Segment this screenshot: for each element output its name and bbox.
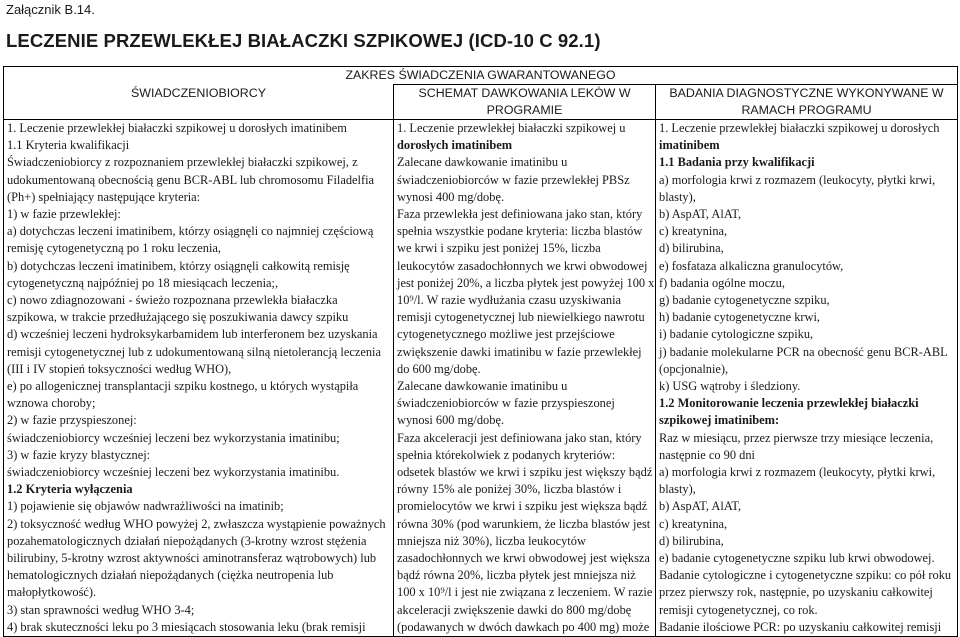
col3-text-line: f) badania ogólne moczu,	[659, 275, 785, 290]
col3-text-line: Badanie ilościowe PCR: po uzyskaniu całkowitej remisji	[659, 619, 942, 634]
col3-text-line: c) kreatynina,	[659, 516, 728, 531]
col2-text-line: 10⁹/l. W razie wydłużania czasu uzyskiwania	[397, 293, 622, 308]
col2-text-line: 100 x 10⁹/l i jest nie związana z leczeniem. W razie	[397, 585, 653, 600]
col3-text-line: e) badanie cytogenetyczne szpiku lub krwi obwodowej.	[659, 551, 935, 566]
col2-text-line: zasadochłonnych we krwi obwodowej jest większa	[397, 551, 650, 566]
col3-header-line2: RAMACH PROGRAMU	[741, 103, 872, 117]
table-top-header-row	[4, 67, 958, 85]
col2-text-line: remisji cytogenetycznej lub niewielkiego nawrotu	[397, 310, 645, 325]
col1-text-line: udokumentowaną obecnością genu BCR-ABL lub chromosomu Filadelfia	[7, 172, 375, 187]
col3-text-line: i) badanie cytologiczne szpiku,	[659, 327, 814, 342]
col2-text-line: równy 15% ale poniżej 30%, liczba blastów i	[397, 482, 622, 497]
col3-text-line: d) bilirubina,	[659, 241, 724, 256]
col1-text-line: 2) w fazie przyspieszonej:	[7, 413, 137, 428]
col3-text-line: h) badanie cytogenetyczne krwi,	[659, 310, 821, 325]
col2-text-line: leukocytów zasadochłonnych we krwi obwodowej	[397, 258, 648, 273]
dosage-schema-cell	[394, 120, 656, 637]
diagnostics-cell	[656, 120, 958, 637]
col1-text-line: (Ph+) spełniający następujące kryteria:	[7, 189, 201, 204]
col2-text-line: bądź równa 20%, liczba płytek jest mniejsza niż	[397, 568, 636, 583]
col3-text-line: remisji cytogenetycznej, co rok.	[659, 602, 818, 617]
col3-text-line: e) fosfataza alkaliczna granulocytów,	[659, 258, 844, 273]
col2-text-line: cytogenetycznego możliwe jest przejściowe	[397, 327, 615, 342]
col1-text-line: 3) w fazie kryzy blastycznej:	[7, 447, 151, 462]
table-column-header-row	[4, 85, 958, 120]
col3-text-line: d) bilirubina,	[659, 533, 724, 548]
col3-text-line: a) morfologia krwi z rozmazem (leukocyty, płytki krwi,	[659, 172, 936, 187]
col2-text-line: Zalecane dawkowanie imatinibu u	[397, 379, 568, 394]
col1-text-line: małopłytkowość).	[7, 585, 97, 600]
top-header-cell	[4, 67, 958, 85]
col2-header-cell	[394, 85, 656, 120]
col3-text-line: k) USG wątroby i śledziony.	[659, 379, 801, 394]
col2-text-line: Faza przewlekła jest definiowana jako stan, który	[397, 207, 643, 222]
col2-text-line: promielocytów we krwi i szpiku jest większa bądź	[397, 499, 648, 514]
beneficiaries-cell	[4, 120, 394, 637]
col1-text-line: c) nowo zdiagnozowani - świeżo rozpoznana przewlekła białaczka	[7, 293, 338, 308]
col1-header: ŚWIADCZENIOBIORCY	[131, 85, 266, 100]
col1-text-line: cytogenetyczną najpóźniej po 18 miesiącach leczenia;,	[7, 275, 279, 290]
col1-text-line: remisję cytogenetyczną po 1 roku leczenia,	[7, 241, 221, 256]
col1-text-line: e) po allogenicznej transplantacji szpiku kostnego, u których wystąpiła	[7, 379, 359, 394]
col2-text-line: jest poniżej 20%, a liczba płytek jest powyżej 100 x	[397, 275, 655, 290]
col1-text-line: świadczeniobiorcy wcześniej leczeni bez wykorzystania imatinibu.	[7, 465, 340, 480]
col1-text-line: 1.1 Kryteria kwalifikacji	[7, 138, 130, 153]
col3-text-line: blasty),	[659, 189, 696, 204]
col1-text-line: pozahematologicznych działań niepożądanych (3-krotny wzrost stężenia	[7, 533, 367, 548]
col3-text-line: 1.1 Badania przy kwalifikacji	[659, 155, 815, 170]
col2-text-line: Zalecane dawkowanie imatinibu u	[397, 155, 568, 170]
col2-text-line: do 600 mg/dobę.	[397, 361, 481, 376]
col3-text-line: Badanie cytologiczne i cytogenetyczne szpiku: co pół roku	[659, 568, 952, 583]
col3-text-line: g) badanie cytogenetyczne szpiku,	[659, 293, 830, 308]
col1-text-line: 1. Leczenie przewlekłej białaczki szpikowej u dorosłych imatinibem	[7, 121, 347, 135]
col3-text-line: szpikowej imatinibem:	[659, 413, 780, 428]
col1-text-line: bilirubiny, 5-krotny wzrost aktywności aminotransferaz wątrobowych) lub	[7, 551, 377, 566]
col1-text-line: 1.2 Kryteria wyłączenia	[7, 482, 133, 497]
col3-text-line: b) AspAT, AlAT,	[659, 207, 742, 222]
col3-text-line: j) badanie molekularne PCR na obecność genu BCR-ABL	[659, 344, 948, 359]
col2-text-line: dorosłych imatinibem	[397, 138, 513, 153]
col1-text-line: 2) toksyczność według WHO powyżej 2, zwłaszcza wystąpienie poważnych	[7, 516, 386, 531]
col1-text-line: wznowa choroby;	[7, 396, 96, 411]
col1-text-line: Świadczeniobiorcy z rozpoznaniem przewlekłej białaczki szpikowej, z	[7, 155, 358, 170]
col1-text-line: 1) pojawienie się objawów nadwrażliwości na imatinib;	[7, 499, 284, 514]
col1-text-line: remisji cytogenetycznej lub z udokumentowaną silną nietolerancją leczenia	[7, 344, 381, 359]
col2-text-line: świadczeniobiorców w fazie przewlekłej PBSz	[397, 172, 630, 187]
col2-text-line: we krwi i szpiku jest poniżej 15%, liczba	[397, 241, 601, 256]
col1-text-line: d) wcześniej leczeni hydroksykarbamidem lub interferonem bez uzyskania	[7, 327, 378, 342]
col3-text-line: c) kreatynina,	[659, 224, 728, 239]
col1-text-line: 1) w fazie przewlekłej:	[7, 207, 121, 222]
col1-header-cell	[4, 85, 394, 120]
col2-text-line: równa 30% (pod warunkiem, że liczba blastów jest	[397, 516, 651, 531]
col2-text-line: 1. Leczenie przewlekłej białaczki szpikowej u	[397, 121, 626, 135]
col1-text-line: 4) brak skuteczności leku po 3 miesiącach stosowania leku (brak remisji	[7, 619, 366, 634]
col3-text-line: b) AspAT, AlAT,	[659, 499, 742, 514]
col3-text-line: (opcjonalnie),	[659, 361, 729, 376]
col3-text-line: blasty),	[659, 482, 696, 497]
col2-text-line: odsetek blastów we krwi i szpiku jest większy bądź	[397, 465, 653, 480]
document-title: LECZENIE PRZEWLEKŁEJ BIAŁACZKI SZPIKOWEJ (ICD-10 C 92.1)	[6, 30, 601, 51]
top-header-label: ZAKRES ŚWIADCZENIA GWARANTOWANEGO	[345, 68, 616, 82]
col3-text-line: 1.2 Monitorowanie leczenia przewlekłej białaczki	[659, 396, 919, 411]
col3-text-line: przez pierwszy rok, następnie, po uzyskaniu całkowitej	[659, 585, 933, 600]
col1-text-line: szpikowa, w trakcie przedłużającego się poszukiwania dawcy szpiku	[7, 310, 349, 325]
col1-text-line: b) dotychczas leczeni imatinibem, którzy osiągnęli całkowitą remisję	[7, 258, 350, 273]
col3-header-line1: BADANIA DIAGNOSTYCZNE WYKONYWANE W	[669, 86, 944, 100]
col3-header-cell	[656, 85, 958, 120]
col1-text-line: a) dotychczas leczeni imatinibem, którzy osiągnęli co najmniej częściową	[7, 224, 374, 239]
col2-header-line1: SCHEMAT DAWKOWANIA LEKÓW W	[418, 86, 631, 100]
col3-text-line: imatinibem	[659, 138, 720, 153]
col2-text-line: Faza akceleracji jest definiowana jako stan, który	[397, 430, 642, 445]
col2-text-line: spełnia wszystkie podane kryteria: liczba blastów	[397, 224, 643, 239]
col1-text-line: hematologicznych działań niepożądanych (ciężka neutropenia lub	[7, 568, 334, 583]
col3-text-line: a) morfologia krwi z rozmazem (leukocyty, płytki krwi,	[659, 465, 936, 480]
col2-text-line: spełnia którekolwiek z podanych kryteriów:	[397, 447, 616, 462]
col2-text-line: zwiększenie dawki imatinibu w fazie przewlekłej	[397, 344, 642, 359]
col1-text-line: świadczeniobiorcy wcześniej leczeni bez wykorzystania imatinibu;	[7, 430, 340, 445]
program-table	[3, 66, 958, 637]
col3-text-line: 1. Leczenie przewlekłej białaczki szpikowej u dorosłych	[659, 121, 940, 135]
col1-text-line: (III i IV stopień toksyczności według WHO),	[7, 361, 232, 376]
table-body-row	[4, 120, 958, 637]
col1-text-line: 3) stan sprawności według WHO 3-4;	[7, 602, 195, 617]
col2-text-line: wynosi 600 mg/dobę.	[397, 413, 505, 428]
col2-text-line: świadczeniobiorców w fazie przyspieszonej	[397, 396, 615, 411]
col2-header-line2: PROGRAMIE	[486, 103, 563, 117]
col2-text-line: (podawanych w dwóch dawkach po 400 mg) może	[397, 619, 650, 634]
col3-text-line: następnie co 90 dni	[659, 447, 756, 462]
col2-text-line: akceleracji zwiększenie dawki do 800 mg/dobę	[397, 602, 632, 617]
attachment-label: Załącznik B.14.	[6, 2, 95, 17]
col2-text-line: wynosi 400 mg/dobę.	[397, 189, 505, 204]
col3-text-line: Raz w miesiącu, przez pierwsze trzy miesiące leczenia,	[659, 430, 934, 445]
col2-text-line: mniejsza niż 30%), liczba leukocytów	[397, 533, 586, 548]
